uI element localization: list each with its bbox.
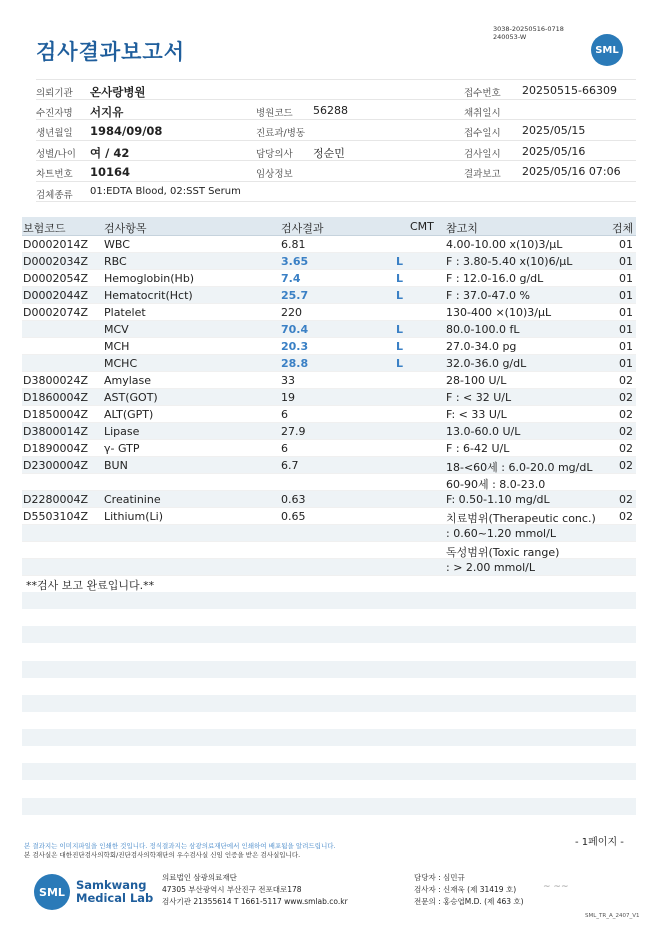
cell-code: D1860004Z <box>23 391 88 404</box>
table-row <box>22 491 636 508</box>
cell-code: D1890004Z <box>23 442 88 455</box>
report-date-value: 2025/05/16 07:06 <box>522 165 621 178</box>
table-row <box>22 304 636 321</box>
test-date-value: 2025/05/16 <box>522 144 586 158</box>
cell-flag: L <box>396 357 404 370</box>
cell-ref: F : 6-42 U/L <box>446 442 510 455</box>
header-specimen: 검체 <box>612 222 634 235</box>
cell-specimen: 02 <box>619 493 633 506</box>
notice-line1: 본 결과지는 이미지파일을 인쇄한 것입니다. 정식결과지는 삼광의료재단에서 인쇄하여 배포됨을 알려드립니다. <box>24 842 336 850</box>
cell-code: D3800024Z <box>23 374 88 387</box>
cell-result: 3.65 <box>281 255 309 268</box>
form-code: SML_TR_A_2407_V1 <box>585 913 640 919</box>
cell-specimen: 01 <box>619 238 633 251</box>
document-id-line2: 240053-W <box>493 33 527 41</box>
sml-logo-icon: SML <box>34 874 70 910</box>
cell-item: RBC <box>104 255 127 268</box>
cell-ref: : 0.60~1.20 mmol/L <box>446 527 556 540</box>
table-row <box>22 440 636 457</box>
staff-line1: 담당자 : 심민규 <box>414 873 465 882</box>
clinical-label: 임상정보 <box>256 169 293 180</box>
cell-item: MCH <box>104 340 130 353</box>
footer-logo <box>34 874 153 910</box>
receipt-date-value: 2025/05/15 <box>522 124 586 137</box>
cell-specimen: 02 <box>619 425 633 438</box>
cell-code: D1850004Z <box>23 408 88 421</box>
cell-result: 19 <box>281 391 295 404</box>
cell-result: 0.63 <box>281 493 306 506</box>
cell-result: 6.7 <box>281 459 299 472</box>
cell-ref: F : 3.80-5.40 x(10)6/µL <box>446 255 573 268</box>
empty-row <box>22 592 636 609</box>
cell-specimen: 01 <box>619 255 633 268</box>
document-id-line1: 3038-20250516-0718 <box>493 25 564 33</box>
cell-code: D3800014Z <box>23 425 88 438</box>
empty-rows <box>22 592 636 832</box>
notice-line2: 본 검사실은 대한진단검사의학회/진단검사의학재단의 우수검사실 신임 인증을 받은 검사실입니다. <box>24 851 301 859</box>
specimen-label: 검체종류 <box>36 189 73 201</box>
table-row <box>22 253 636 270</box>
completion-note: **검사 보고 완료입니다.** <box>26 579 155 592</box>
brand-name <box>76 879 153 905</box>
cell-result: 6 <box>281 442 288 455</box>
cell-specimen: 01 <box>619 323 633 336</box>
cell-result: 220 <box>281 306 302 319</box>
birth-value: 1984/09/08 <box>90 124 163 138</box>
chart-no-label: 차트번호 <box>36 169 73 180</box>
page-number: - 1페이지 - <box>575 837 624 848</box>
cell-item: Amylase <box>104 374 152 387</box>
table-row <box>22 389 636 406</box>
cell-flag: L <box>396 340 404 353</box>
table-row <box>22 321 636 338</box>
cell-ref: 13.0-60.0 U/L <box>446 425 521 438</box>
sex-age-value: 여 / 42 <box>90 145 130 160</box>
hospital-code-label: 병원코드 <box>256 107 293 119</box>
hospital-code-value: 56288 <box>313 103 348 117</box>
table-row <box>22 287 636 304</box>
cell-result: 70.4 <box>281 323 309 336</box>
cell-item: Lipase <box>104 425 140 438</box>
corp-line2: 47305 부산광역시 부산진구 전포대로178 <box>162 885 302 894</box>
staff-info <box>414 872 524 908</box>
cell-specimen: 01 <box>619 289 633 302</box>
staff-line3: 전문의 : 홍승엽M.D. (제 463 호) <box>414 897 524 906</box>
cell-specimen: 01 <box>619 340 633 353</box>
name-value: 서지유 <box>90 104 124 119</box>
dept-label: 진료과/병동 <box>256 128 306 139</box>
cell-ref: F : 12.0-16.0 g/dL <box>446 272 544 285</box>
cell-result: 0.65 <box>281 510 306 523</box>
cell-item: γ- GTP <box>104 442 140 455</box>
cell-code: D0002034Z <box>23 255 88 268</box>
cell-ref: 28-100 U/L <box>446 374 507 387</box>
table-row <box>22 355 636 372</box>
cell-specimen: 02 <box>619 510 633 523</box>
cell-ref: 130-400 ×(10)3/µL <box>446 306 552 319</box>
cell-code: D0002044Z <box>23 289 88 302</box>
name-label: 수진자명 <box>36 107 73 119</box>
birth-label: 생년월일 <box>36 128 73 139</box>
cell-code: D2280004Z <box>23 493 88 506</box>
empty-row <box>22 626 636 643</box>
cell-flag: L <box>396 289 404 302</box>
brand-line2: Medical Lab <box>76 891 154 905</box>
cell-specimen: 01 <box>619 272 633 285</box>
cell-specimen: 02 <box>619 459 633 472</box>
info-row <box>36 120 636 141</box>
specimen-value: 01:EDTA Blood, 02:SST Serum <box>90 185 241 197</box>
hospital-value: 온사랑병원 <box>90 85 146 99</box>
info-row <box>36 161 636 182</box>
table-row <box>22 270 636 287</box>
cell-item: MCHC <box>104 357 138 370</box>
cell-result: 6.81 <box>281 238 306 251</box>
report-date-label: 결과보고 <box>464 169 501 180</box>
cell-item: Lithium(Li) <box>104 510 163 523</box>
header-ref: 참고치 <box>446 222 478 235</box>
empty-row <box>22 661 636 678</box>
sex-age-label: 성별/나이 <box>36 148 76 160</box>
header-code: 보험코드 <box>23 222 66 235</box>
cell-specimen: 01 <box>619 357 633 370</box>
cell-item: Hemoglobin(Hb) <box>104 272 195 285</box>
table-row <box>22 559 636 576</box>
empty-row <box>22 729 636 746</box>
cell-item: AST(GOT) <box>104 391 158 404</box>
document-id <box>493 25 564 41</box>
table-row <box>22 542 636 559</box>
header-result: 검사결과 <box>281 222 324 235</box>
info-row <box>36 141 636 162</box>
cell-ref: F : < 32 U/L <box>446 391 512 404</box>
test-date-label: 검사일시 <box>464 148 501 160</box>
cell-ref: F: 0.50-1.10 mg/dL <box>446 493 550 506</box>
empty-row <box>22 763 636 780</box>
footer-notice <box>24 842 336 860</box>
table-row <box>22 474 636 491</box>
cell-flag: L <box>396 323 404 336</box>
hospital-label: 의뢰기관 <box>36 88 73 99</box>
cell-ref: 32.0-36.0 g/dL <box>446 357 527 370</box>
header-cmt: CMT <box>410 220 434 233</box>
cell-code: D5503104Z <box>23 510 88 523</box>
cell-ref: 18-<60세 : 6.0-20.0 mg/dL <box>446 461 593 474</box>
cell-code: D2300004Z <box>23 459 88 472</box>
cell-item: BUN <box>104 459 128 472</box>
table-row <box>22 406 636 423</box>
cell-ref: 4.00-10.00 x(10)3/µL <box>446 238 563 251</box>
info-row <box>36 182 636 203</box>
doctor-value: 정순민 <box>313 146 345 160</box>
cell-result: 6 <box>281 408 288 421</box>
cell-flag: L <box>396 255 404 268</box>
table-row <box>22 338 636 355</box>
receipt-no-label: 접수번호 <box>464 88 501 99</box>
cell-code: D0002074Z <box>23 306 88 319</box>
signature-icon: ~ ~~ <box>543 882 569 892</box>
cell-ref: 독성범위(Toxic range) <box>446 546 560 559</box>
cell-result: 25.7 <box>281 289 309 302</box>
results-table <box>22 217 636 576</box>
corp-line1: 의료법인 삼광의료재단 <box>162 873 237 882</box>
cell-code: D0002054Z <box>23 272 88 285</box>
cell-result: 7.4 <box>281 272 301 285</box>
cell-result: 27.9 <box>281 425 306 438</box>
cell-item: Hematocrit(Hct) <box>104 289 193 302</box>
table-row <box>22 508 636 525</box>
collect-date-label: 채취일시 <box>464 107 501 119</box>
cell-specimen: 01 <box>619 306 633 319</box>
table-row <box>22 236 636 253</box>
cell-item: MCV <box>104 323 129 336</box>
staff-line2: 검사자 : 신재욱 (제 31419 호) <box>414 885 517 894</box>
table-row <box>22 457 636 474</box>
cell-specimen: 02 <box>619 408 633 421</box>
cell-result: 20.3 <box>281 340 309 353</box>
corp-info <box>162 872 348 908</box>
cell-item: ALT(GPT) <box>104 408 154 421</box>
corp-line3: 검사기관 21355614 T 1661-5117 www.smlab.co.kr <box>162 897 348 906</box>
cell-ref: F: < 33 U/L <box>446 408 507 421</box>
table-row <box>22 525 636 542</box>
cell-code: D0002014Z <box>23 238 88 251</box>
cell-specimen: 02 <box>619 442 633 455</box>
cell-result: 33 <box>281 374 295 387</box>
doctor-label: 담당의사 <box>256 148 293 160</box>
cell-item: WBC <box>104 238 130 251</box>
cell-specimen: 02 <box>619 374 633 387</box>
cell-flag: L <box>396 272 404 285</box>
cell-ref: : > 2.00 mmol/L <box>446 561 535 574</box>
cell-ref: 80.0-100.0 fL <box>446 323 520 336</box>
table-header <box>22 217 636 236</box>
table-row <box>22 372 636 389</box>
cell-item: Creatinine <box>104 493 161 506</box>
empty-row <box>22 695 636 712</box>
chart-no-value: 10164 <box>90 165 131 179</box>
brand-line1: Samkwang <box>76 878 147 892</box>
cell-ref: F : 37.0-47.0 % <box>446 289 530 302</box>
cell-ref: 27.0-34.0 pg <box>446 340 517 353</box>
info-row <box>36 79 636 100</box>
patient-info <box>36 79 636 202</box>
info-row <box>36 100 636 121</box>
cell-item: Platelet <box>104 306 146 319</box>
cell-result: 28.8 <box>281 357 309 370</box>
receipt-date-label: 접수일시 <box>464 128 501 139</box>
header-item: 검사항목 <box>104 222 147 235</box>
report-title: 검사결과보고서 <box>36 40 186 64</box>
table-row <box>22 423 636 440</box>
cell-ref: 치료범위(Therapeutic conc.) <box>446 512 596 525</box>
cell-ref: 60-90세 : 8.0-23.0 <box>446 478 546 491</box>
sml-logo: SML <box>591 34 623 66</box>
empty-row <box>22 798 636 815</box>
receipt-no-value: 20250515-66309 <box>522 84 617 97</box>
cell-specimen: 02 <box>619 391 633 404</box>
table-body <box>22 236 636 576</box>
